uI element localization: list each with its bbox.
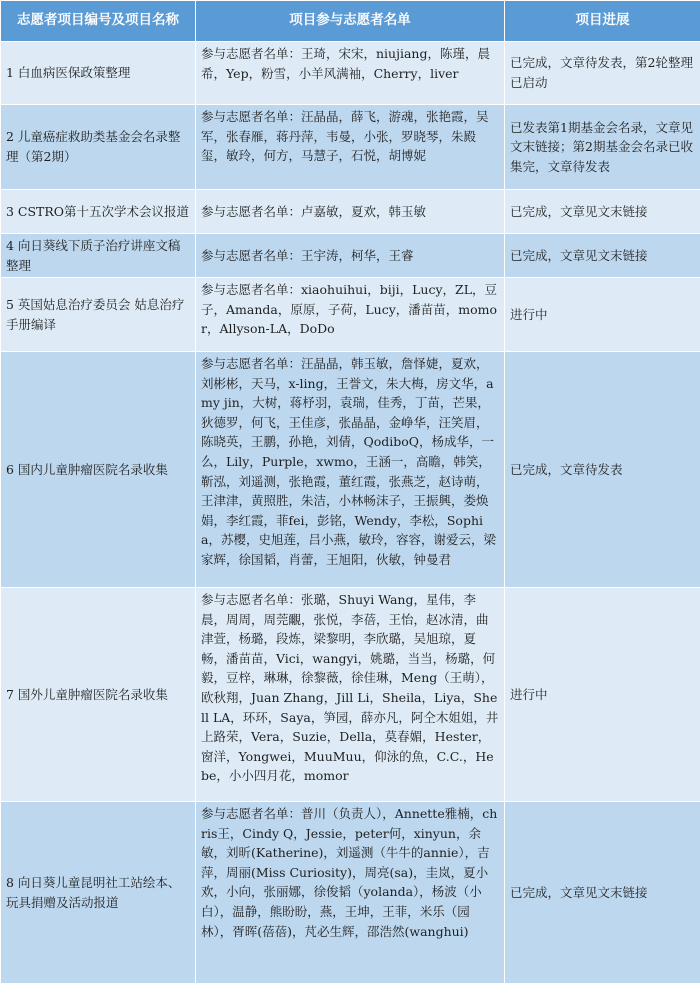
volunteers-cell: 参与志愿者名单：王琦，宋宋，niujiang，陈瑾，晨希，Yep，粉雪，小羊风满袖，Cherry，liver <box>196 42 505 105</box>
project-cell: 2 儿童癌症救助类基金会名录整理（第2期） <box>1 105 196 190</box>
table-row <box>1 352 700 588</box>
progress-cell: 已完成，文章待发表 <box>505 352 700 588</box>
project-cell: 3 CSTRO第十五次学术会议报道 <box>1 190 196 234</box>
progress-cell: 进行中 <box>505 278 700 352</box>
project-cell: 8 向日葵儿童昆明社工站绘本、玩具捐赠及活动报道 <box>1 802 196 984</box>
volunteers-cell: 参与志愿者名单：王宇涛，柯华，王睿 <box>196 234 505 278</box>
project-cell: 6 国内儿童肿瘤医院名录收集 <box>1 352 196 588</box>
progress-cell: 进行中 <box>505 588 700 802</box>
project-cell: 4 向日葵线下质子治疗讲座文稿整理 <box>1 234 196 278</box>
header-project: 志愿者项目编号及项目名称 <box>1 1 196 42</box>
table-row <box>1 42 700 105</box>
volunteers-cell: 参与志愿者名单：卢嘉敏，夏欢，韩玉敏 <box>196 190 505 234</box>
volunteers-cell: 参与志愿者名单：xiaohuihui，biji，Lucy，ZL，豆子，Amanda，原原，子荷，Lucy，潘苗苗，momor，Allyson-LA，DoDo <box>196 278 505 352</box>
table-row <box>1 234 700 278</box>
table-row <box>1 802 700 984</box>
volunteers-cell: 参与志愿者名单：汪晶晶，韩玉敏，詹怿婕，夏欢，刘彬彬，天马，x-ling，王誉文，朱大梅，房文华，amy jin，大树，蒋杼羽，袁瑞，佳秀，丁苗，芒果，狄德罗，何飞，王佳彦，张晶晶，金峥华，汪笑眉，陈晓英，王鹏，孙艳，刘倩，QodiboQ，杨成华，一么，Lily，Purple，xwmo，王涵一，高瞻，韩笑，靳泓，刘遥测，张艳霞，董红霞，张燕芝，赵诗萌，王津津，黄照胜，朱洁，小林畅沫子，王振興，娄焕娟，李红霞，菲fei，彭铭，Wendy，李松，Sophia，苏樱，史旭莲，吕小燕，敏玲，容容，谢爱云，梁家辉，徐国韬，肖蕾，王旭阳，伙敏，钟曼君 <box>196 352 505 588</box>
table-row <box>1 190 700 234</box>
volunteers-cell: 参与志愿者名单：张璐，Shuyi Wang，星伟，李晨，周周，周莞覼，张悦，李蓓，王怡，赵冰清，曲津萱，杨璐，段炼，梁黎明，李欣璐，吴旭琼，夏畅，潘苗苗，Vici，wangyi，姚璐，当当，杨璐，何毅，豆梓，琳琳，徐黎薇，徐佳琳，Meng（王萌），欧秋翔，Juan Zhang，Jill Li，Sheila，Liya，Shell LA，环环，Saya，笋园，薛亦凡，阿仝木姐姐，井上路荣，Vera，Suzie，Della，莫春媚，Hester，窗洋，Yongwei，MuuMuu，仰泳的魚，C.C.，Hebe，小小四月花，momor <box>196 588 505 802</box>
project-cell: 5 英国姑息治疗委员会 姑息治疗手册编译 <box>1 278 196 352</box>
header-volunteers: 项目参与志愿者名单 <box>196 1 505 42</box>
header-progress: 项目进展 <box>505 1 700 42</box>
progress-cell: 已完成，文章见文末链接 <box>505 190 700 234</box>
project-cell: 1 白血病医保政策整理 <box>1 42 196 105</box>
project-cell: 7 国外儿童肿瘤医院名录收集 <box>1 588 196 802</box>
progress-cell: 已发表第1期基金会名录，文章见文末链接；第2期基金会名录已收集完，文章待发表 <box>505 105 700 190</box>
progress-cell: 已完成，文章见文末链接 <box>505 802 700 984</box>
progress-cell: 已完成，文章见文末链接 <box>505 234 700 278</box>
volunteers-cell: 参与志愿者名单：汪晶晶，薛飞，游魂，张艳霞，吴军，张春雁，蒋丹萍，韦曼，小张，罗晓琴，朱殿玺，敏玲，何方，马慧子，石悦，胡博妮 <box>196 105 505 190</box>
volunteers-cell: 参与志愿者名单：普川（负责人），Annette雅楠，chris王，Cindy Q，Jessie，peter何，xinyun，余敏，刘昕(Katherine)，刘遥测（牛牛的annie），吉萍，周丽(Miss Curiosity)，周亮(sa)，圭岚，夏小欢，小向，张丽娜，徐俊韬（yolanda），杨波（小白），温静，熊盼盼，燕，王坤，王菲，米乐（园林），胥晖(蓓蓓)，芃必生辉，邵浩然(wanghui) <box>196 802 505 984</box>
table-row <box>1 278 700 352</box>
table-row <box>1 105 700 190</box>
progress-cell: 已完成，文章待发表，第2轮整理已启动 <box>505 42 700 105</box>
table-header-row <box>1 1 700 42</box>
table-row <box>1 588 700 802</box>
